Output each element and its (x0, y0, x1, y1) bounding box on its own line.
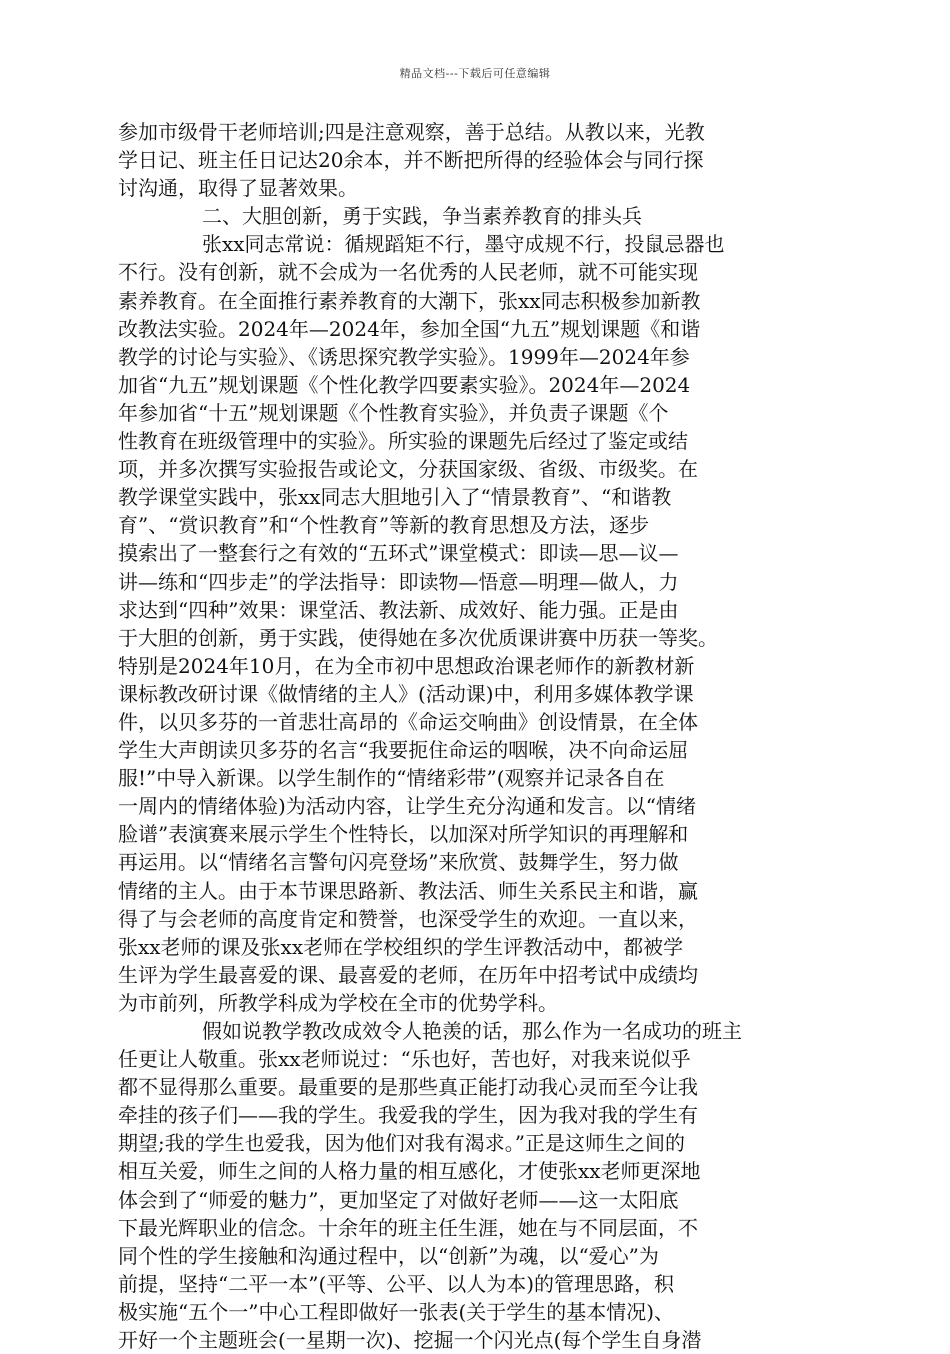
text-line: 课标教改研讨课《做情绪的主人》(活动课)中，利用多媒体教学课 (118, 681, 694, 706)
text-line: 改教法实验。2024年—2024年，参加全国“九五”规划课题《和谐 (118, 316, 701, 341)
text-line: 同个性的学生接触和沟通过程中，以“创新”为魂，以“爱心”为 (118, 1243, 659, 1268)
text-line: 体会到了“师爱的魅力”，更加坚定了对做好老师——这一太阳底 (118, 1187, 679, 1212)
text-line: 都不显得那么重要。最重要的是那些真正能打动我心灵而至今让我 (118, 1075, 698, 1100)
body-text (118, 118, 828, 1354)
text-line: 得了与会老师的高度肯定和赞誉，也深受学生的欢迎。一直以来， (118, 906, 698, 931)
text-line: 件，以贝多芬的一首悲壮高昂的《命运交响曲》创设情景，在全体 (118, 709, 698, 734)
text-line: 求达到“四种”效果：课堂活、教法新、成效好、能力强。正是由 (118, 597, 679, 622)
text-line: 性教育在班级管理中的实验》。所实验的课题先后经过了鉴定或结 (118, 429, 688, 454)
text-line: 相互关爱，师生之间的人格力量的相互感化，才使张xx老师更深地 (118, 1159, 701, 1184)
text-line: 极实施“五个一”中心工程即做好一张表(关于学生的基本情况)、 (118, 1299, 675, 1324)
text-line: 下最光辉职业的信念。十余年的班主任生涯，她在与不同层面，不 (118, 1215, 698, 1240)
text-line: 任更让人敬重。张xx老师说过：“乐也好，苦也好，对我来说似乎 (118, 1047, 691, 1072)
text-line: 素养教育。在全面推行素养教育的大潮下，张xx同志积极参加新教 (118, 288, 701, 313)
text-line: 生评为学生最喜爱的课、最喜爱的老师，在历年中招考试中成绩均 (118, 962, 698, 987)
text-line: 牵挂的孩子们——我的学生。我爱我的学生，因为我对我的学生有 (118, 1103, 698, 1128)
text-line: 加省“九五”规划课题《个性化教学四要素实验》。2024年—2024 (118, 372, 691, 397)
text-line: 育”、“赏识教育”和“个性教育”等新的教育思想及方法，逐步 (118, 513, 650, 538)
text-line: 于大胆的创新，勇于实践，使得她在多次优质课讲赛中历获一等奖。 (118, 625, 718, 650)
text-line: 学日记、班主任日记达20余本，并不断把所得的经验体会与同行探 (118, 148, 704, 173)
text-line: 前提，坚持“二平一本”(平等、公平、以人为本)的管理思路，积 (118, 1271, 675, 1296)
text-line: 特别是2024年10月，在为全市初中思想政治课老师作的新教材新 (118, 653, 695, 678)
text-line: 讨沟通，取得了显著效果。 (118, 176, 358, 201)
text-line: 年参加省“十五”规划课题《个性教育实验》，并负责子课题《个 (118, 400, 669, 425)
text-line: 期望;我的学生也爱我，因为他们对我有渴求。”正是这师生之间的 (118, 1131, 685, 1156)
text-line: 张xx同志常说：循规蹈矩不行，墨守成规不行，投鼠忌器也 (202, 232, 725, 257)
text-line: 教学课堂实践中，张xx同志大胆地引入了“情景教育”、“和谐教 (118, 485, 672, 510)
text-line: 服!”中导入新课。以学生制作的“情绪彩带”(观察并记录各自在 (118, 766, 665, 791)
page-header: 精品文档---下载后可任意编辑 (399, 67, 551, 80)
text-line: 参加市级骨干老师培训;四是注意观察，善于总结。从教以来，光教 (118, 120, 705, 144)
text-line: 讲—练和“四步走”的学法指导：即读物—悟意—明理—做人，力 (118, 569, 679, 594)
text-line: 再运用。以“情绪名言警句闪亮登场”来欣赏、鼓舞学生，努力做 (118, 850, 679, 875)
text-line: 学生大声朗读贝多芬的名言“我要扼住命运的咽喉，决不向命运屈 (118, 738, 689, 763)
text-line: 一周内的情绪体验)为活动内容，让学生充分沟通和发言。以“情绪 (118, 794, 697, 819)
text-line: 情绪的主人。由于本节课思路新、教法活、师生关系民主和谐，赢 (118, 878, 698, 903)
text-line: 摸索出了一整套行之有效的“五环式”课堂模式：即读—思—议— (118, 541, 679, 566)
text-line: 假如说教学教改成效令人艳羡的话，那么作为一名成功的班主 (202, 1019, 742, 1043)
text-line: 开好一个主题班会(一星期一次)、挖掘一个闪光点(每个学生自身潜 (118, 1328, 702, 1353)
text-line: 张xx老师的课及张xx老师在学校组织的学生评教活动中，都被学 (118, 934, 684, 959)
text-line: 为市前列，所教学科成为学校在全市的优势学科。 (118, 990, 558, 1015)
text-line: 不行。没有创新，就不会成为一名优秀的人民老师，就不可能实现 (118, 260, 698, 285)
text-line: 项，并多次撰写实验报告或论文，分获国家级、省级、市级奖。在 (118, 457, 698, 482)
text-line: 脸谱”表演赛来展示学生个性特长，以加深对所学知识的再理解和 (118, 822, 689, 847)
text-line: 教学的讨论与实验》、《诱思探究教学实验》。1999年—2024年参 (118, 344, 690, 369)
text-line: 二、大胆创新，勇于实践，争当素养教育的排头兵 (202, 204, 642, 229)
